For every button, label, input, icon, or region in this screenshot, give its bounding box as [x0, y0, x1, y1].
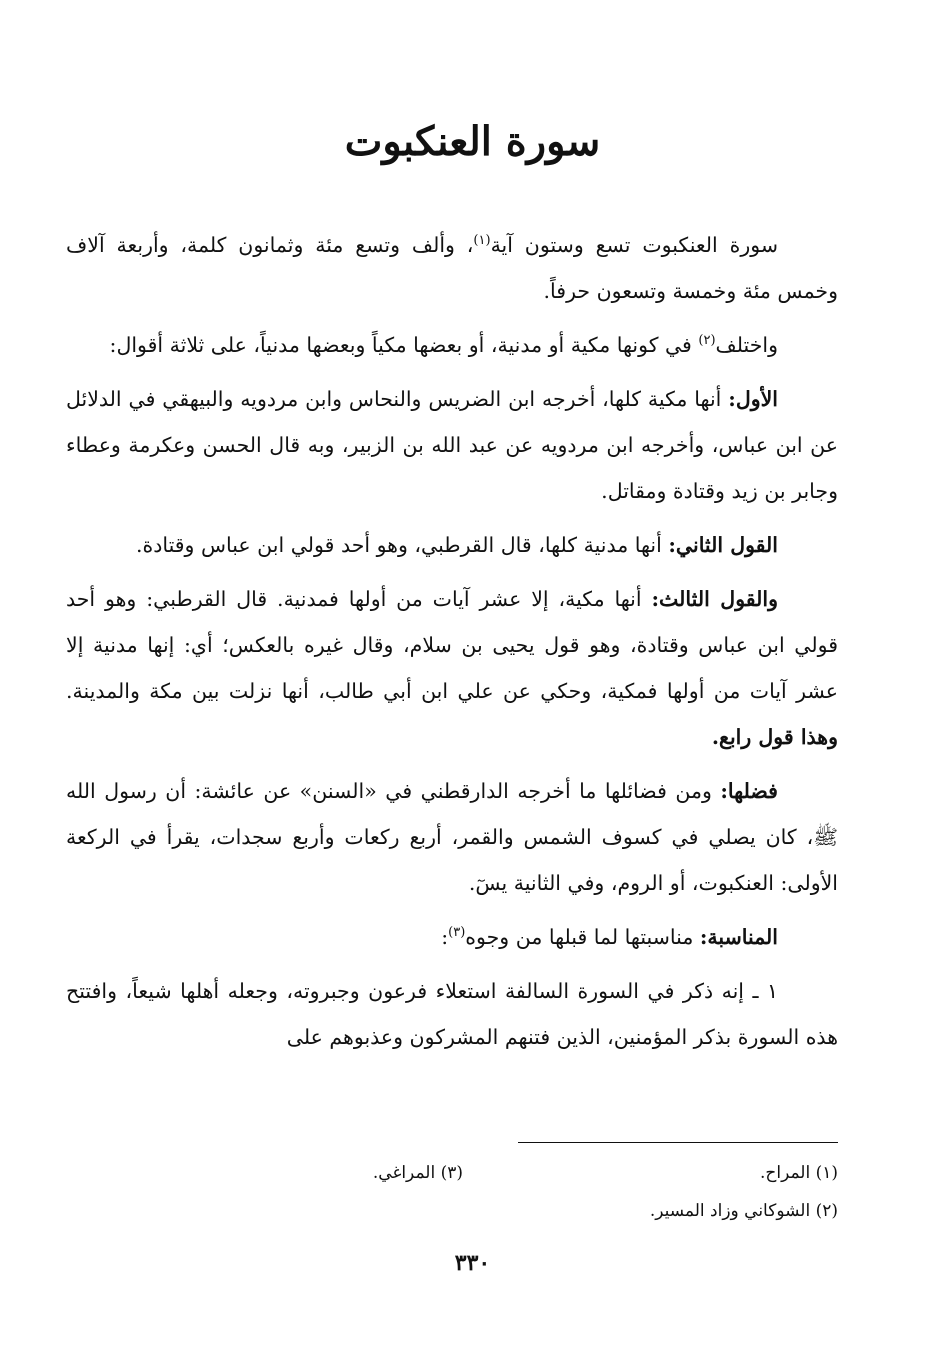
paragraph-first-opinion: [66, 376, 838, 514]
relevance-lead: المناسبة:: [699, 925, 778, 949]
intro-text-2: ، وألف وتسع مئة وثمانون كلمة، وأربعة آلاف وخمس مئة وخمسة وتسعون حرفاً.: [66, 233, 838, 303]
virtues-text: ومن فضائلها ما أخرجه الدارقطني في «السنن» عن عائشة: أن رسول الله ﷺ، كان يصلي في كسوف الشمس والقمر، أربع ركعات وأربع سجدات، يقرأ في الركعة الأولى: العنكبوت، أو الروم، وفي الثانية يسٓ.: [66, 779, 838, 895]
footnote-ref-3[interactable]: (٣): [448, 925, 466, 941]
second-opinion-text: أنها مدنية كلها، قال القرطبي، وهو أحد قولي ابن عباس وقتادة.: [135, 533, 669, 557]
footnote-1: (١) المراح.: [759, 1163, 838, 1183]
second-opinion-lead: القول الثاني:: [668, 533, 778, 557]
paragraph-dispute: [66, 322, 838, 368]
paragraph-intro: [66, 222, 838, 314]
surah-title: سورة العنكبوت: [344, 118, 601, 165]
footnote-divider: [518, 1142, 838, 1143]
paragraph-third-opinion: [66, 576, 838, 760]
footnote-3: (٣) المراغي.: [372, 1163, 463, 1183]
footnote-row: [66, 1192, 838, 1230]
fourth-opinion-note: وهذا قول رابع.: [711, 725, 838, 749]
page-number: ٣٣٠: [454, 1250, 491, 1276]
footnote-ref-1[interactable]: (١): [473, 233, 491, 249]
paragraph-relevance: [66, 914, 838, 960]
point-one-text: ١ ـ إنه ذكر في السورة السالفة استعلاء فرعون وجبروته، وجعله أهلها شيعاً، وافتتح هذه السورة بذكر المؤمنين، الذين فتنهم المشركون وعذبوهم على: [66, 979, 838, 1049]
relevance-text-1: مناسبتها لما قبلها من وجوه: [465, 925, 700, 949]
third-opinion-lead: والقول الثالث:: [651, 587, 778, 611]
footnote-2: (٢) الشوكاني وزاد المسير.: [649, 1201, 838, 1221]
virtues-lead: فضلها:: [720, 779, 778, 803]
first-opinion-lead: الأول:: [728, 387, 778, 411]
relevance-text-2: :: [441, 925, 449, 949]
paragraph-point-one: [66, 968, 838, 1060]
body-text: [66, 222, 838, 1068]
third-opinion-text: أنها مكية، إلا عشر آيات من أولها فمدنية. قال القرطبي: وهو أحد قولي ابن عباس وقتادة، وهو قول يحيى بن سلام، وقال غيره بالعكس؛ أي: إنها مدنية إلا عشر آيات من أولها فمكية، وحكي عن علي ابن أبي طالب، أنها نزلت بين مكة والمدينة.: [66, 587, 838, 703]
paragraph-second-opinion: [66, 522, 838, 568]
dispute-text-1: واختلف: [715, 333, 778, 357]
paragraph-virtues: [66, 768, 838, 906]
dispute-text-2: في كونها مكية أو مدنية، أو بعضها مكياً وبعضها مدنياً، على ثلاثة أقوال:: [109, 333, 699, 357]
footnotes: [66, 1154, 838, 1230]
intro-text-1: سورة العنكبوت تسع وستون آية: [490, 233, 779, 257]
footnote-ref-2[interactable]: (٢): [698, 333, 716, 349]
footnote-row: [66, 1154, 838, 1192]
first-opinion-text: أنها مكية كلها، أخرجه ابن الضريس والنحاس وابن مردويه والبيهقي في الدلائل عن ابن عباس، وأخرجه ابن مردويه عن عبد الله بن الزبير، وبه قال الحسن وعكرمة وعطاء وجابر بن زيد وقتادة ومقاتل.: [66, 387, 838, 503]
